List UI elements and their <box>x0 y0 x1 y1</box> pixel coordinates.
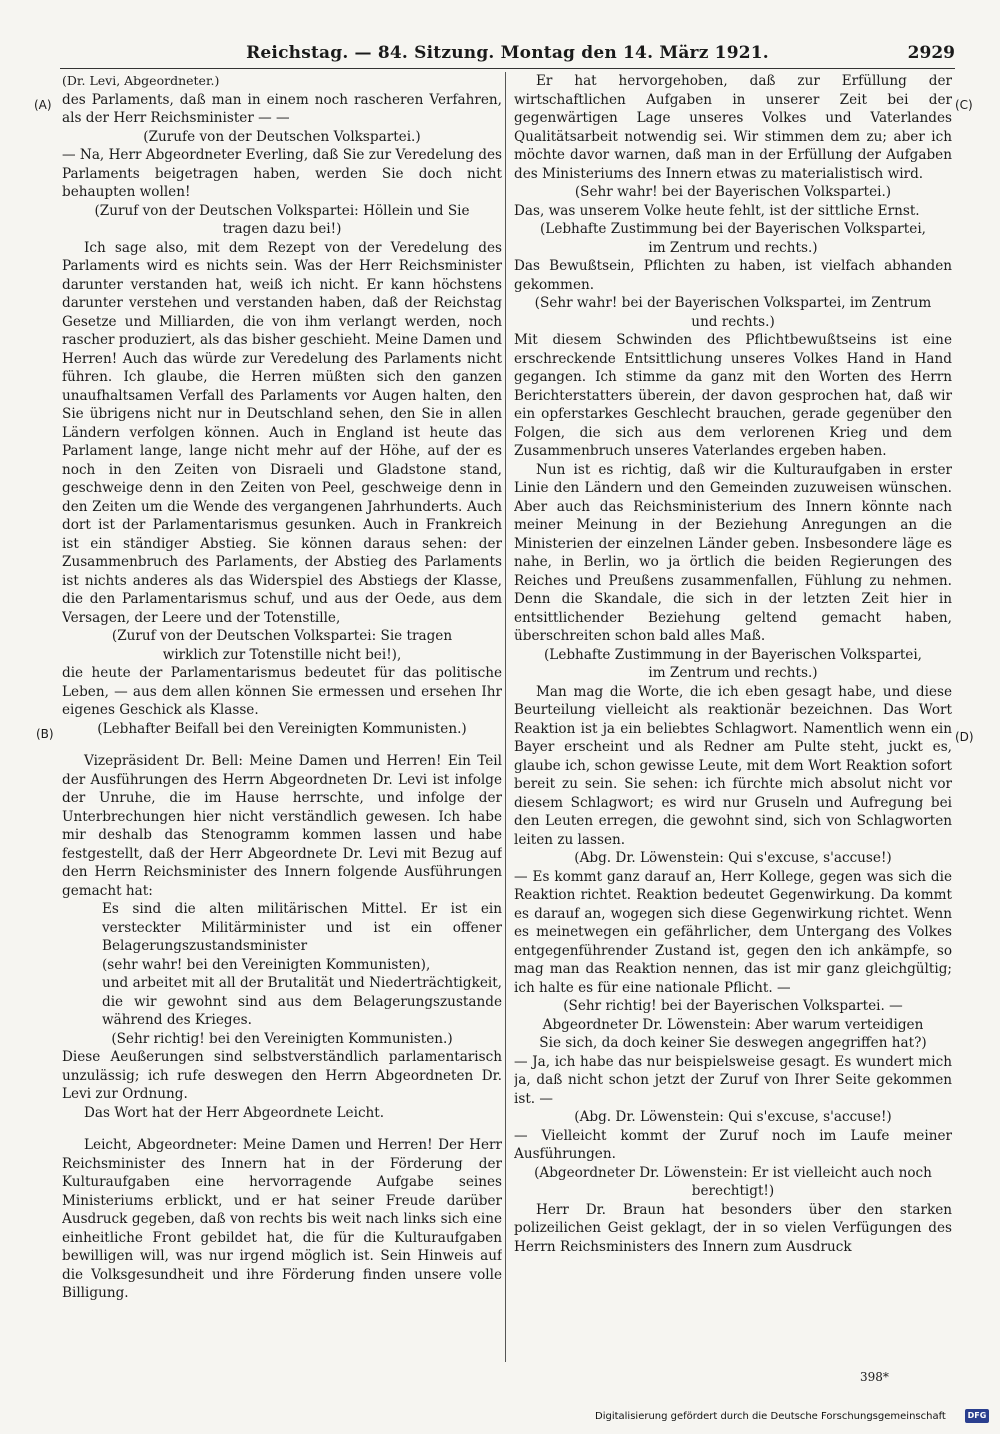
interjection: (Lebhafter Beifall bei den Vereinigten Kommunisten.) <box>97 720 467 737</box>
digitization-credit: Digitalisierung gefördert durch die Deutsche Forschungsgemeinschaft <box>595 1411 946 1422</box>
left-column <box>62 72 502 1362</box>
paragraph: — Vielleicht kommt der Zuruf noch im Laufe meiner Ausführungen. <box>514 1127 952 1162</box>
speaker-continuation: (Dr. Levi, Abgeordneter.) <box>62 73 220 88</box>
paragraph: Das Bewußtsein, Pflichten zu haben, ist vielfach abhanden gekommen. <box>514 258 952 293</box>
page-header <box>60 40 955 68</box>
paragraph: Ich sage also, mit dem Rezept von der Veredelung des Parlaments wird es nichts sein. Was der Herr Reichsminister darunter verstanden hat, weiß ich nicht. Er kann höchstens darunter verstehen und verstanden haben, daß der Reichstag Gesetze und Milliarden, die von ihm verlangt werden, noch rascher produziert, als das bisher geschieht. Meine Damen und Herren! Auch das würde zur Veredelung des Parlaments nicht führen. Ich glaube, die Herren müßten sich den ganzen unaufhaltsamen Verfall des Parlaments vor Augen halten, den Sie übrigens nicht nur in Deutschland sehen, den Sie in allen Ländern verfolgen können. Auch in England ist heute das Parlament lange, lange nicht mehr auf der Höhe, auf der es noch in den Zeiten von Disraeli und Gladstone stand, geschweige denn in den Zeiten von Peel, geschweige denn in den Zeiten um die Wende des vergangenen Jahrhunderts. Auch dort ist der Parlamentarismus gesunken. Auch in Frankreich ist ein ständiger Abstieg. Sie können daraus sehen: der Zusammenbruch des Parlaments, der Abstieg des Parlaments ist nichts anderes als das Widerspiel des Abstiegs der Klasse, die den Parlamentarismus schuf, und aus der Oede, aus dem Versagen, der Leere und der Totenstille, <box>62 239 502 626</box>
paragraph: — Es kommt ganz darauf an, Herr Kollege, gegen was sich die Reaktion richtet. Reaktion bedeutet Gegenwirkung. Da kommt es darauf an, wogegen sich diese Gegenwirkung richtet. Wenn es meinetwegen ein gefährlicher, dem Untergang des Volkes entgegenführender Zustand ist, gegen den ich ankämpfe, so mag man das Reaktion nennen, das ist mir ganz gleichgültig; ich halte es für eine nationale Pflicht. — <box>514 868 952 996</box>
page-number: 2929 <box>907 43 955 63</box>
paragraph: — Na, Herr Abgeordneter Everling, daß Sie zur Veredelung des Parlaments beigetragen haben, werden Sie doch nicht behaupten wollen! <box>62 147 502 200</box>
dfg-logo: DFG <box>965 1409 989 1423</box>
header-title: Reichstag. — 84. Sitzung. Montag den 14. März 1921. <box>246 43 769 63</box>
interjection: (Sehr wahr! bei der Bayerischen Volkspartei, im Zentrum und rechts.) <box>534 295 932 330</box>
section-spacer <box>62 1122 502 1136</box>
paragraph: Das, was unserem Volke heute fehlt, ist der sittliche Ernst. <box>514 202 920 219</box>
paragraph: Nun ist es richtig, daß wir die Kulturaufgaben in erster Linie den Ländern und den Gemeinden zuzuweisen wünschen. Aber auch das Reichsministerium des Innern könnte nach meiner Meinung in der Beziehung Anregungen an die Ministerien der einzelnen Länder geben. Insbesondere läge es nahe, in Berlin, wo ja örtlich die beiden Regierungen des Reiches und Preußens zusammenfallen, Fühlung zu nehmen. Denn die Skandale, die sich in der letzten Zeit hier in entsittlichender Beziehung geltend gemacht haben, überschreiten schon bald alles Maß. <box>514 461 952 644</box>
paragraph: Er hat hervorgehoben, daß zur Erfüllung der wirtschaftlichen Aufgaben in unserer Zeit bei der gegenwärtigen Lage unseres Volkes und Vaterlandes Qualitätsarbeit notwendig sei. Wir stimmen dem zu; aber ich möchte davor warnen, daß man in der Erfüllung der Aufgaben des Ministeriums des Innern etwas zu materialistisch wird. <box>514 73 952 182</box>
interjection: (Lebhafte Zustimmung in der Bayerischen Volkspartei, im Zentrum und rechts.) <box>543 646 922 681</box>
right-column <box>514 72 952 1362</box>
interjection: (Abg. Dr. Löwenstein: Qui s'excuse, s'accuse!) <box>574 1109 892 1125</box>
interjection: (Abg. Dr. Löwenstein: Qui s'excuse, s'accuse!) <box>574 850 892 866</box>
paragraph: Herr Dr. Braun hat besonders über den starken polizeilichen Geist geklagt, der in so vielen Verfügungen des Herrn Reichsministers des Innern zum Ausdruck <box>514 1201 952 1255</box>
paragraph: die heute der Parlamentarismus bedeutet für das politische Leben, — aus dem allen können Sie ermessen und ersehen Ihr eigenes Geschick als Klasse. <box>62 665 502 718</box>
paragraph: des Parlaments, daß man in einem noch rascheren Verfahren, als der Herr Reichsminister — — <box>62 91 502 126</box>
margin-marker-b: (B) <box>36 727 54 741</box>
interjection: (Sehr richtig! bei den Vereinigten Kommunisten.) <box>111 1030 453 1047</box>
interjection: (Lebhafte Zustimmung bei der Bayerischen Volkspartei, im Zentrum und rechts.) <box>539 221 926 256</box>
paragraph: Mit diesem Schwinden des Pflichtbewußtseins ist eine erschreckende Entsittlichung unseres Volkes Hand in Hand gegangen. Ich stimme da ganz mit den Worten des Herrn Berichterstatters überein, der davon gesprochen hat, daß wir ein opferstarkes Geschlecht brauchen, gerade gegenüber den Folgen, die sich aus dem verlorenen Krieg und dem Zusammenbruch unseres Vaterlandes ergeben haben. <box>514 332 952 459</box>
margin-marker-d: (D) <box>955 730 974 744</box>
section-spacer <box>62 738 502 752</box>
paragraph: — Ja, ich habe das nur beispielsweise gesagt. Es wundert mich ja, daß nicht schon jetzt der Zuruf von Ihrer Seite gekommen ist. — <box>514 1053 952 1107</box>
interjection: (Zuruf von der Deutschen Volkspartei: Höllein und Sie tragen dazu bei!) <box>94 202 470 237</box>
header-rule <box>60 68 955 69</box>
interjection: (Sehr wahr! bei der Bayerischen Volkspartei.) <box>574 184 892 200</box>
quoted-passage: Es sind die alten militärischen Mittel. Er ist ein versteckter Militärminister und ist ein offener Belagerungszustandsminister <box>102 901 502 954</box>
margin-marker-c: (C) <box>955 98 973 112</box>
interjection: (Sehr richtig! bei der Bayerischen Volkspartei. — Abgeordneter Dr. Löwenstein: Aber warum verteidigen Sie sich, da doch keiner Sie deswegen angegriffen hat?) <box>539 998 927 1051</box>
margin-marker-a: (A) <box>34 98 52 112</box>
interjection: (Zurufe von der Deutschen Volkspartei.) <box>143 128 421 145</box>
quoted-passage: und arbeitet mit all der Brutalität und Niederträchtigkeit, die wir gewohnt sind aus dem Belagerungszustande während des Krieges. <box>102 975 502 1028</box>
paragraph: Diese Aeußerungen sind selbstverständlich parlamentarisch unzulässig; ich rufe deswegen den Herrn Abgeordneten Dr. Levi zur Ordnung. <box>62 1049 502 1102</box>
paragraph: Das Wort hat der Herr Abgeordnete Leicht. <box>84 1104 385 1121</box>
paragraph: Leicht, Abgeordneter: Meine Damen und Herren! Der Herr Reichsminister des Innern hat in der Förderung der Kulturaufgaben eine hervorragende Aufgabe seines Ministeriums erblickt, und er hat seiner Freude darüber Ausdruck gegeben, daß von rechts bis weit nach links sich eine einheitliche Front gebildet hat, die für die Kulturaufgaben bewilligen will, was nur irgend möglich ist. Sein Hinweis auf die Volksgesundheit und ihre Förderung finden unsere volle Billigung. <box>62 1137 502 1301</box>
sheet-number: 398* <box>860 1370 889 1384</box>
interjection: (Zuruf von der Deutschen Volkspartei: Sie tragen wirklich zur Totenstille nicht bei!), <box>111 628 453 663</box>
paragraph: Man mag die Worte, die ich eben gesagt habe, und diese Beurteilung vielleicht als reaktionär bezeichnen. Das Wort Reaktion ist ja ein beliebtes Schlagwort. Namentlich wenn ein Bayer erscheint und als Redner am Pulte steht, juckt es, glaube ich, schon gewisse Leute, mit dem Wort Reaktion sofort bereit zu sein. Sie sehen: ich fürchte mich absolut nicht vor diesem Schlagwort; es wird nur Gruseln und Aufregung bei den Leuten erregen, die gewohnt sind, sich von Schlagworten leiten zu lassen. <box>514 683 952 848</box>
interjection: (sehr wahr! bei den Vereinigten Kommunisten), <box>102 956 431 973</box>
paragraph: Vizepräsident Dr. Bell: Meine Damen und Herren! Ein Teil der Ausführungen des Herrn Abgeordneten Dr. Levi ist infolge der Unruhe, die im Hause herrschte, und infolge der Unterbrechungen hier nicht verständlich gewesen. Ich habe mir deshalb das Stenogramm kommen lassen und habe festgestellt, daß der Herr Abgeordnete Dr. Levi mit Bezug auf den Herrn Reichsminister des Innern folgende Ausführungen gemacht hat: <box>62 753 502 899</box>
column-rule <box>505 72 506 1362</box>
interjection: (Abgeordneter Dr. Löwenstein: Er ist vielleicht auch noch berechtigt!) <box>534 1164 932 1199</box>
